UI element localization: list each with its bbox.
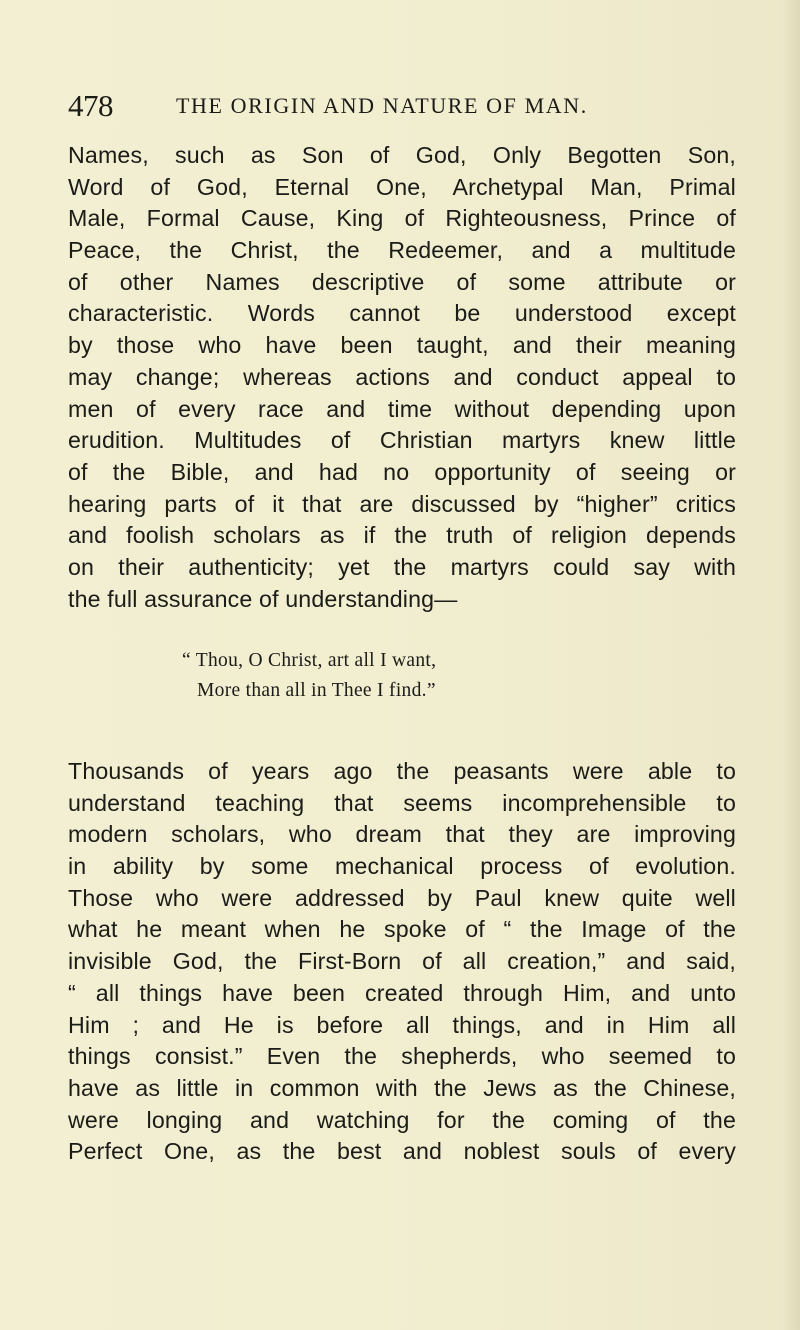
text-line: men of every race and time without depending upon xyxy=(68,395,736,422)
text-line: understand teaching that seems incomprehensible to xyxy=(68,789,736,816)
verse-quote xyxy=(0,646,800,706)
text-line: “ all things have been created through Him, and unto xyxy=(68,979,736,1006)
text-line: modern scholars, who dream that they are improving xyxy=(68,821,736,848)
quote-line: More than all in Thee I find.” xyxy=(197,680,436,701)
text-line: erudition. Multitudes of Christian martyrs knew little xyxy=(68,427,736,454)
page-number: 478 xyxy=(68,88,113,123)
text-line: in ability by some mechanical process of evolution. xyxy=(68,853,736,880)
paragraph-2 xyxy=(68,756,736,1168)
paragraph-1 xyxy=(68,140,736,615)
text-line: invisible God, the First-Born of all creation,” and said, xyxy=(68,948,736,975)
quote-line: “ Thou, O Christ, art all I want, xyxy=(182,650,437,671)
text-line: of the Bible, and had no opportunity of seeing or xyxy=(68,458,736,485)
text-line: hearing parts of it that are discussed by “higher” critics xyxy=(68,490,736,517)
text-line: Perfect One, as the best and noblest souls of every xyxy=(68,1138,736,1165)
text-line: were longing and watching for the coming of the xyxy=(68,1106,736,1133)
text-line: Male, Formal Cause, King of Righteousness, Prince of xyxy=(68,205,736,232)
text-line: Him ; and He is before all things, and in Him all xyxy=(68,1011,736,1038)
text-line: Names, such as Son of God, Only Begotten Son, xyxy=(68,142,736,168)
text-line: Peace, the Christ, the Redeemer, and a multitude xyxy=(68,237,736,264)
text-line: have as little in common with the Jews as the Chinese, xyxy=(68,1074,736,1101)
text-line: and foolish scholars as if the truth of religion depends xyxy=(68,522,736,549)
text-line: the full assurance of understanding— xyxy=(68,585,458,612)
text-line: Thousands of years ago the peasants were able to xyxy=(68,758,736,784)
page-header xyxy=(68,86,728,126)
text-line: of other Names descriptive of some attribute or xyxy=(68,268,736,295)
text-line: by those who have been taught, and their meaning xyxy=(68,332,736,359)
text-line: on their authenticity; yet the martyrs could say with xyxy=(68,553,736,580)
text-line: Word of God, Eternal One, Archetypal Man, Primal xyxy=(68,173,736,200)
text-line: characteristic. Words cannot be understood except xyxy=(68,300,736,327)
text-line: Those who were addressed by Paul knew quite well xyxy=(68,884,736,911)
text-line: things consist.” Even the shepherds, who seemed to xyxy=(68,1043,736,1070)
text-line: what he meant when he spoke of “ the Image of the xyxy=(68,916,736,943)
text-line: may change; whereas actions and conduct appeal to xyxy=(68,363,736,390)
running-title: THE ORIGIN AND NATURE OF MAN. xyxy=(176,93,588,118)
